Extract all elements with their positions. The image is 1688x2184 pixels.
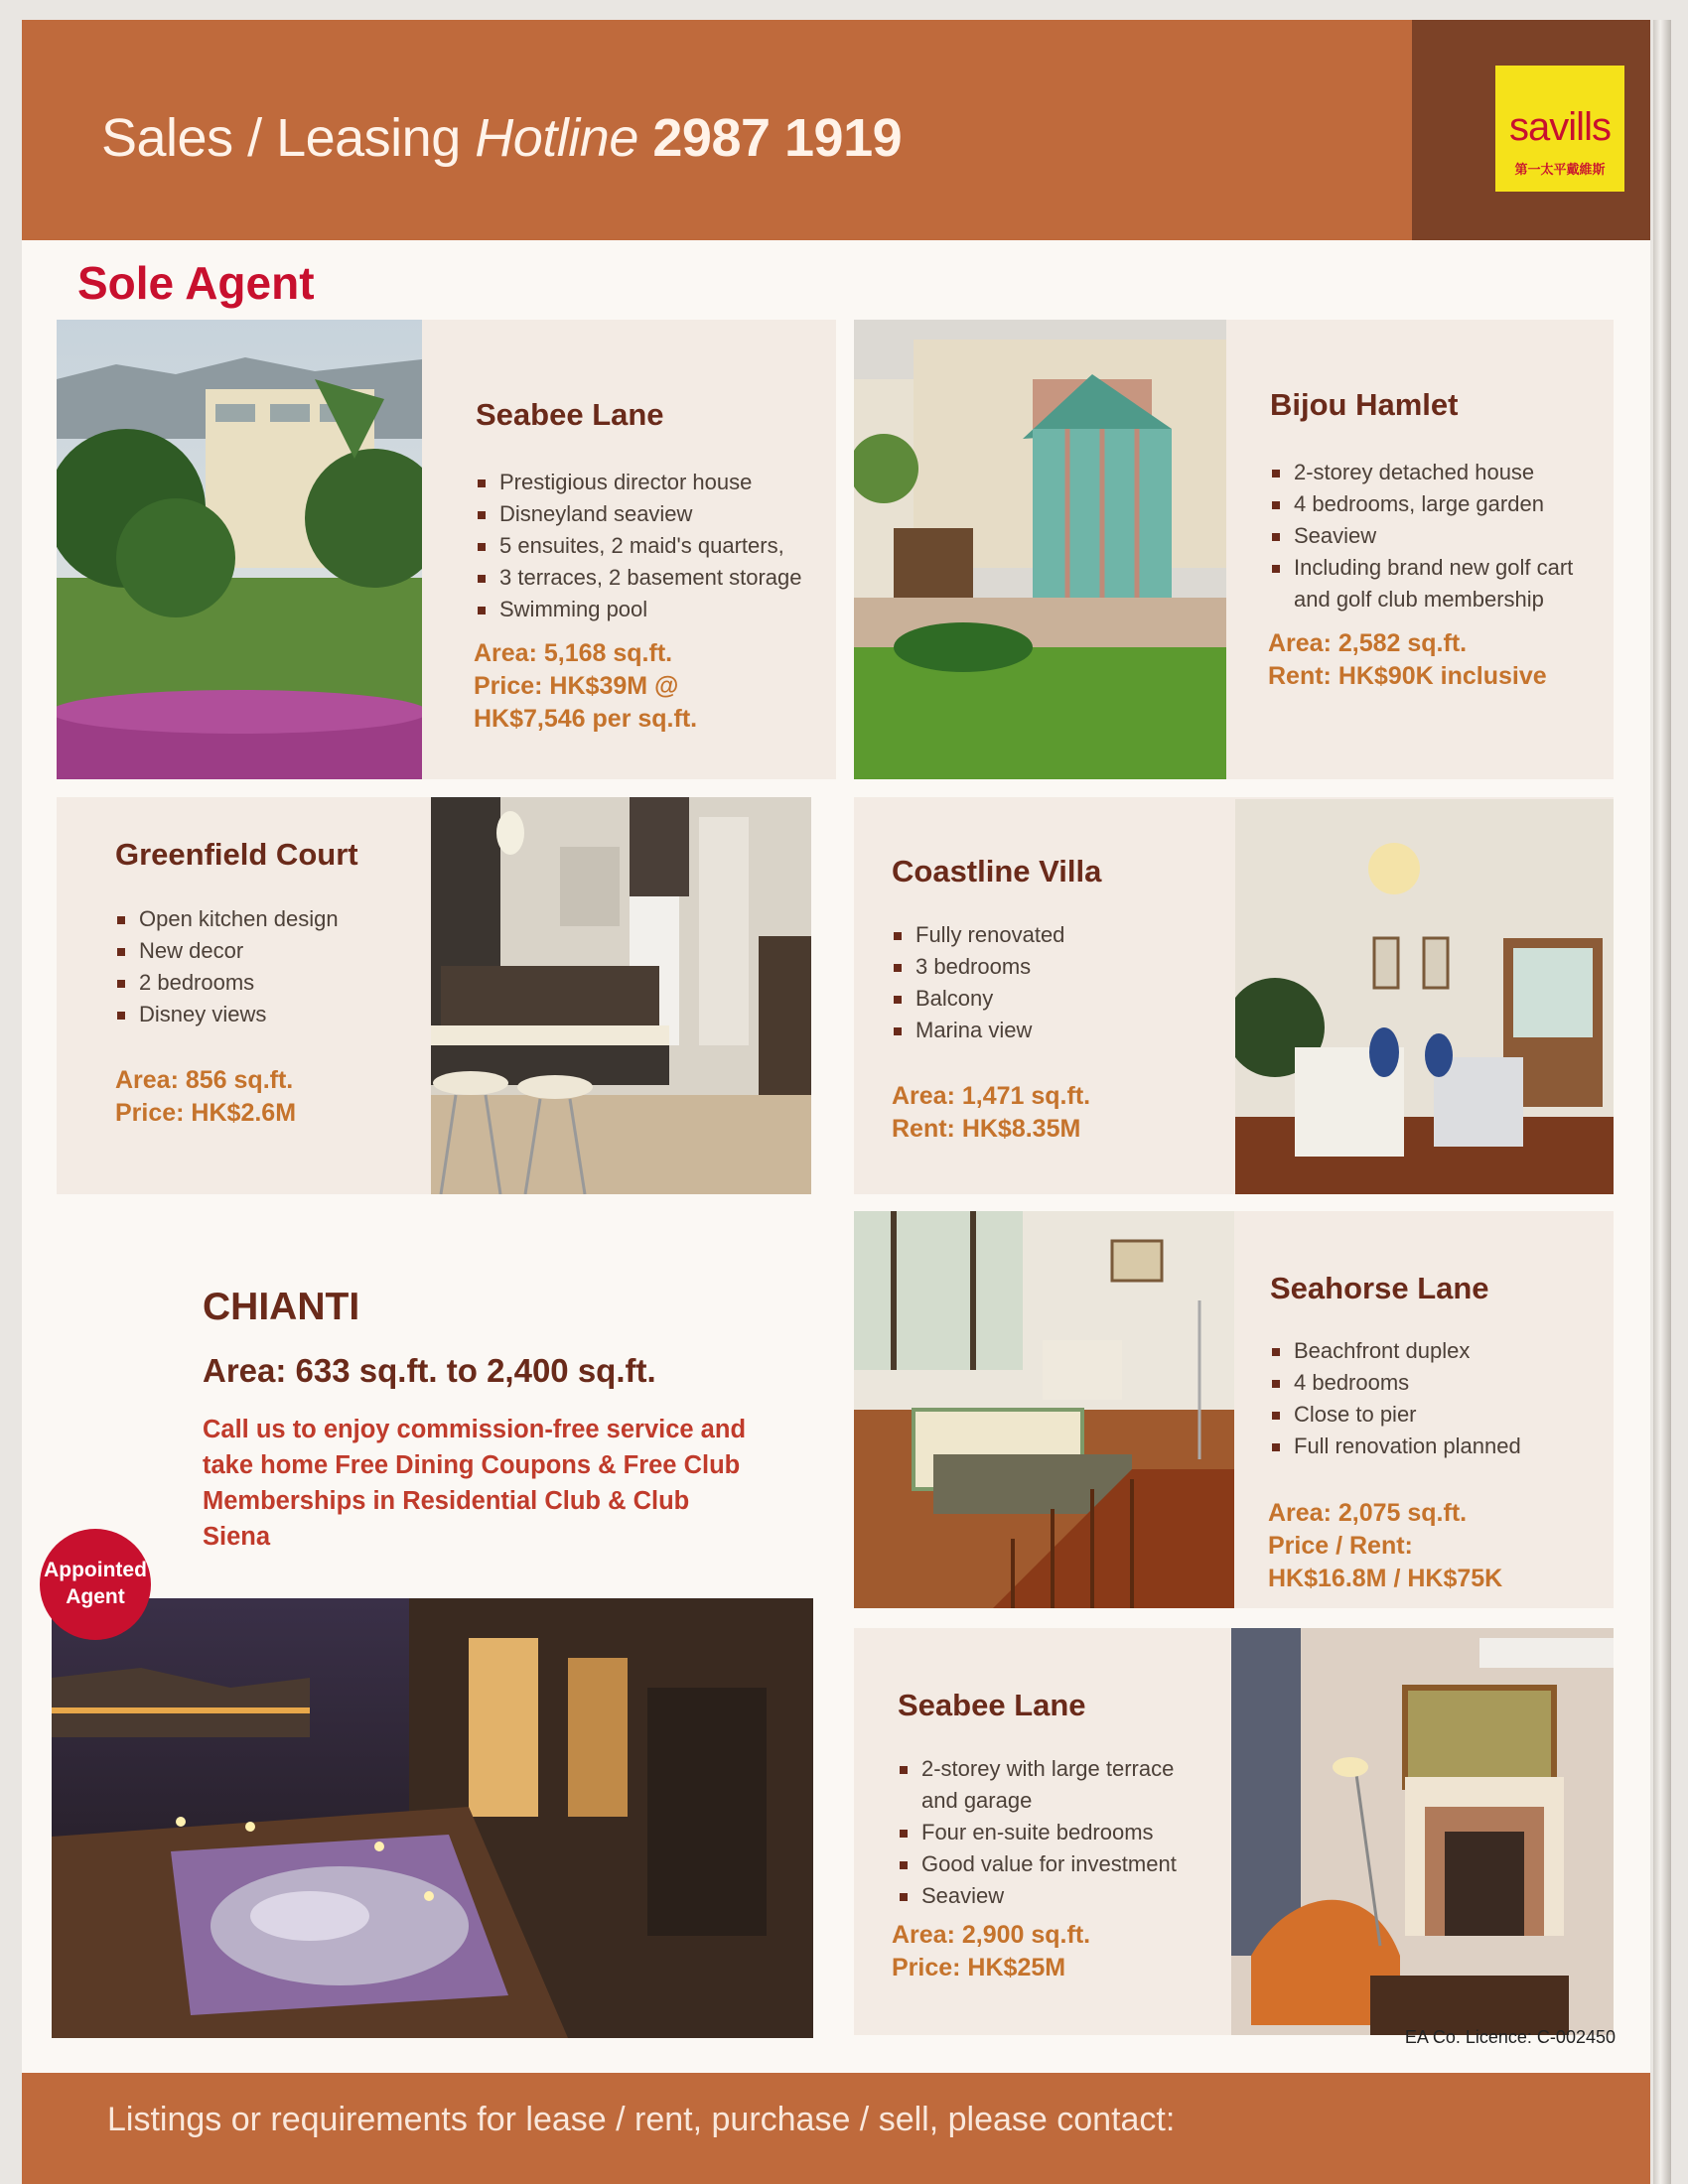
- feature-item: Full renovation planned: [1270, 1431, 1521, 1462]
- listing-title: Coastline Villa: [892, 854, 1102, 888]
- price-value: HK$16.8M / HK$75K: [1268, 1565, 1503, 1592]
- feature-item: Seaview: [1270, 520, 1573, 552]
- price-value: Rent: HK$8.35M: [892, 1115, 1081, 1143]
- feature-item: Close to pier: [1270, 1399, 1521, 1431]
- feature-item: 2-storey with large terrace: [898, 1753, 1174, 1785]
- page-binding-edge: [1653, 20, 1671, 2184]
- feature-item: Disneyland seaview: [476, 498, 802, 530]
- footer-contact-text: Listings or requirements for lease / rent, purchase / sell, please contact:: [107, 2101, 1176, 2138]
- photo-bijou-hamlet-house: [854, 320, 1226, 779]
- feature-list: [476, 467, 802, 625]
- listing-meta: [474, 637, 697, 736]
- feature-list: [898, 1817, 1177, 1912]
- area-value: Area: 2,900 sq.ft.: [892, 1921, 1091, 1949]
- listing-title: Seabee Lane: [898, 1688, 1086, 1722]
- savills-logo: [1495, 66, 1624, 192]
- listing-title: Seabee Lane: [476, 397, 664, 432]
- feature-list: [1270, 1335, 1521, 1462]
- feature-item: 4 bedrooms: [1270, 1367, 1521, 1399]
- feature-item: 2-storey detached house: [1270, 457, 1573, 488]
- price-value: Price / Rent:: [1268, 1532, 1413, 1560]
- feature-item: Swimming pool: [476, 594, 802, 625]
- price-value: HK$7,546 per sq.ft.: [474, 705, 698, 733]
- sole-agent-heading: Sole Agent: [77, 257, 315, 309]
- hotline-heading: Sales / Leasing Hotline 2987 1919: [101, 108, 903, 168]
- feature-item: Prestigious director house: [476, 467, 802, 498]
- photo-greenfield-kitchen: [431, 797, 811, 1194]
- feature-item: Good value for investment: [898, 1848, 1177, 1880]
- area-value: Area: 856 sq.ft.: [115, 1066, 294, 1094]
- feature-item: Beachfront duplex: [1270, 1335, 1521, 1367]
- brochure-page: [22, 20, 1650, 2184]
- licence-number: EA Co. Licence: C-002450: [1404, 2027, 1616, 2047]
- feature-item: Open kitchen design: [115, 903, 339, 935]
- listing-meta: [1268, 627, 1547, 693]
- feature-item: New decor: [115, 935, 339, 967]
- feature-continuation: and golf club membership: [1294, 587, 1544, 612]
- feature-item: Including brand new golf cart: [1270, 552, 1573, 584]
- feature-item: Balcony: [892, 983, 1064, 1015]
- listing-meta: [1268, 1497, 1502, 1595]
- chianti-title: CHIANTI: [203, 1286, 360, 1328]
- listing-meta: [892, 1080, 1090, 1146]
- area-value: Area: 1,471 sq.ft.: [892, 1082, 1091, 1110]
- feature-item: 4 bedrooms, large garden: [1270, 488, 1573, 520]
- feature-item: Fully renovated: [892, 919, 1064, 951]
- listing-title: Seahorse Lane: [1270, 1271, 1489, 1305]
- feature-item: 3 terraces, 2 basement storage: [476, 562, 802, 594]
- listing-meta: [115, 1064, 296, 1130]
- area-value: Area: 2,075 sq.ft.: [1268, 1499, 1468, 1527]
- listing-title: Bijou Hamlet: [1270, 387, 1459, 422]
- area-value: Area: 5,168 sq.ft.: [474, 639, 673, 667]
- chianti-area: Area: 633 sq.ft. to 2,400 sq.ft.: [203, 1352, 656, 1389]
- feature-list: [115, 903, 339, 1030]
- logo-subtext: 第一太平戴維斯: [1514, 162, 1606, 177]
- price-value: Price: HK$2.6M: [115, 1099, 297, 1127]
- price-value: Price: HK$39M @: [474, 672, 679, 700]
- feature-item: Seaview: [898, 1880, 1177, 1912]
- feature-item: 5 ensuites, 2 maid's quarters,: [476, 530, 802, 562]
- listing-title: Greenfield Court: [115, 837, 358, 872]
- photo-seabee-lane-garden: [57, 320, 422, 779]
- appointed-agent-badge: Appointed Agent: [40, 1529, 151, 1640]
- feature-item: Marina view: [892, 1015, 1064, 1046]
- listing-meta: [892, 1919, 1090, 1984]
- price-value: Price: HK$25M: [892, 1954, 1066, 1981]
- chianti-offer-text: Call us to enjoy commission-free service and take home Free Dining Coupons & Free Club Memberships in Residential Club & Club Siena: [203, 1416, 747, 1551]
- feature-list: [892, 919, 1064, 1046]
- price-value: Rent: HK$90K inclusive: [1268, 662, 1547, 690]
- logo-word: savills: [1509, 105, 1611, 149]
- photo-coastline-living-room: [1235, 799, 1614, 1194]
- photo-seahorse-lane-living: [854, 1211, 1234, 1608]
- photo-chianti-terrace: [52, 1598, 813, 2038]
- feature-continuation: and garage: [921, 1788, 1033, 1813]
- photo-seabee-lane-fireplace: [1231, 1628, 1614, 2035]
- feature-list: [898, 1753, 1174, 1785]
- area-value: Area: 2,582 sq.ft.: [1268, 629, 1468, 657]
- feature-item: 3 bedrooms: [892, 951, 1064, 983]
- feature-list: [1270, 457, 1573, 584]
- feature-item: 2 bedrooms: [115, 967, 339, 999]
- feature-item: Disney views: [115, 999, 339, 1030]
- feature-item: Four en-suite bedrooms: [898, 1817, 1177, 1848]
